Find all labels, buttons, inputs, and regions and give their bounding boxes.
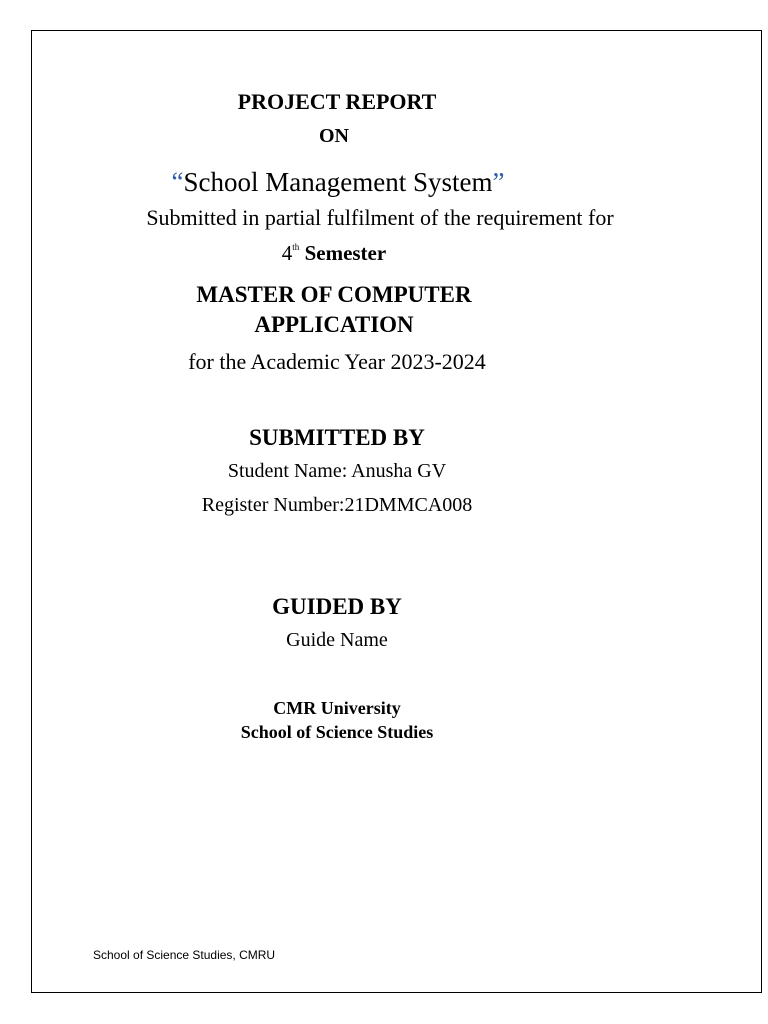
university-name: CMR University — [273, 698, 401, 718]
semester-suffix: th — [292, 242, 300, 252]
submitted-for-text: Submitted in partial fulfilment of the requirement for — [146, 205, 614, 230]
semester-label: Semester — [304, 241, 387, 265]
guided-by-heading: GUIDED BY — [272, 594, 402, 619]
degree-line-2: APPLICATION — [254, 312, 414, 337]
school-name: School of Science Studies — [240, 722, 434, 742]
project-title — [172, 169, 505, 196]
guide-name: Guide Name — [286, 629, 388, 651]
project-title-text: School Management System — [183, 167, 493, 197]
register-number: Register Number:21DMMCA008 — [201, 494, 473, 516]
degree-line-1: MASTER OF COMPUTER — [196, 282, 472, 307]
semester-number: 4 — [281, 241, 293, 265]
close-quote: ” — [492, 167, 505, 197]
report-on: ON — [319, 125, 349, 147]
open-quote: “ — [171, 167, 184, 197]
page-footer: School of Science Studies, CMRU — [93, 948, 276, 962]
student-name: Student Name: Anusha GV — [227, 460, 447, 482]
submitted-by-heading: SUBMITTED BY — [249, 425, 425, 450]
report-title: PROJECT REPORT — [237, 89, 437, 114]
academic-year: for the Academic Year 2023-2024 — [188, 349, 486, 374]
semester-line — [282, 243, 386, 264]
